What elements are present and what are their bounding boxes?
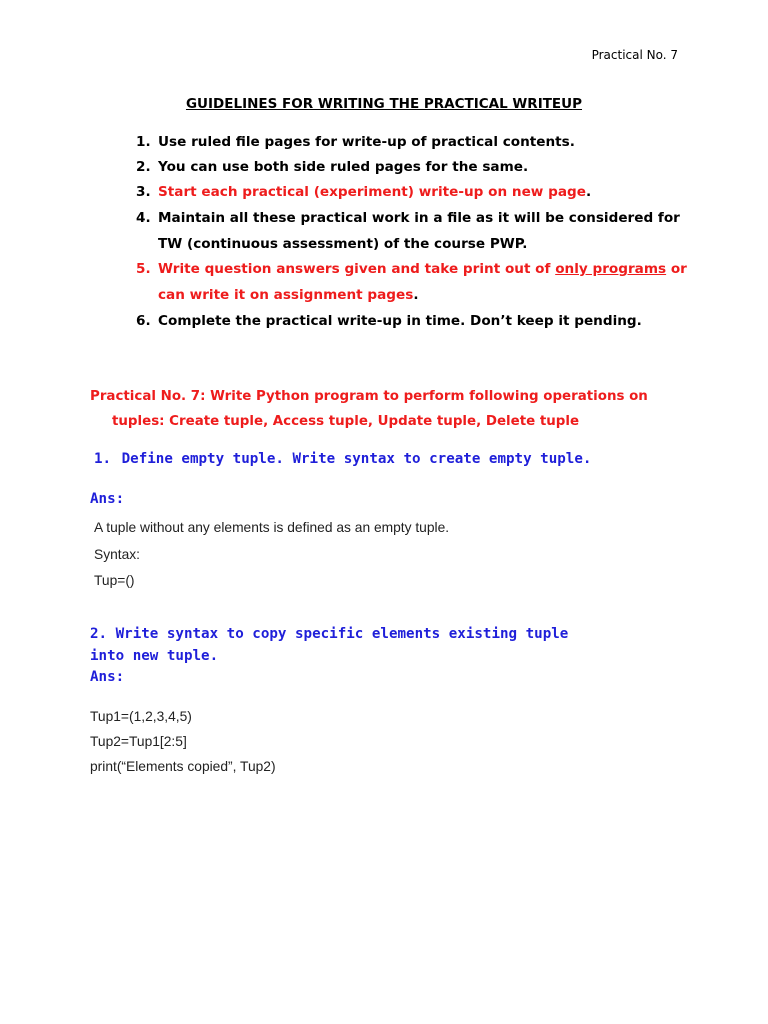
answer-label-1: Ans: bbox=[90, 491, 125, 507]
question-1 bbox=[94, 451, 591, 467]
guideline-item-1 bbox=[136, 134, 575, 150]
code-line-1: Tup1=(1,2,3,4,5) bbox=[90, 709, 192, 724]
guideline-number: 1. bbox=[136, 134, 151, 150]
guideline-item-4-continued bbox=[158, 236, 527, 252]
question-text: Define empty tuple. Write syntax to create empty tuple. bbox=[121, 451, 592, 467]
guideline-suffix: . bbox=[413, 287, 419, 303]
page-header-practical-number: Practical No. 7 bbox=[591, 48, 678, 62]
guideline-text: TW (continuous assessment) of the course PWP. bbox=[158, 236, 528, 252]
code-line-3: print(“Elements copied”, Tup2) bbox=[90, 759, 276, 774]
guideline-item-5 bbox=[136, 261, 687, 277]
guideline-text-underlined: only programs bbox=[555, 261, 667, 277]
guidelines-title-text: GUIDELINES FOR WRITING THE PRACTICAL WRITEUP bbox=[185, 96, 583, 112]
guideline-text-red: can write it on assignment pages bbox=[158, 287, 414, 303]
question-2-continued: into new tuple. bbox=[90, 648, 219, 664]
guideline-number: 3. bbox=[136, 184, 151, 200]
answer-1-line-2: Syntax: bbox=[94, 547, 141, 562]
guideline-item-3 bbox=[136, 184, 591, 200]
question-number: 1. bbox=[94, 451, 112, 467]
guideline-text-red: Start each practical (experiment) write-up on new page bbox=[158, 184, 586, 200]
question-2: 2. Write syntax to copy specific elements existing tuple bbox=[90, 626, 569, 642]
guideline-suffix: . bbox=[585, 184, 592, 200]
guideline-number: 4. bbox=[136, 210, 151, 226]
guideline-text: Use ruled file pages for write-up of practical contents. bbox=[158, 134, 575, 150]
guideline-text-red: Write question answers given and take print out of bbox=[158, 261, 556, 277]
guideline-item-4 bbox=[136, 210, 680, 226]
answer-label-2: Ans: bbox=[90, 669, 125, 685]
code-line-2: Tup2=Tup1[2:5] bbox=[90, 734, 187, 749]
guideline-text: You can use both side ruled pages for the same. bbox=[158, 159, 529, 175]
guideline-text: Maintain all these practical work in a file as it will be considered for bbox=[158, 210, 680, 226]
guideline-number: 2. bbox=[136, 159, 151, 175]
guideline-number: 5. bbox=[136, 261, 151, 277]
answer-1-line-1: A tuple without any elements is defined as an empty tuple. bbox=[94, 520, 450, 535]
guideline-text-red: or bbox=[666, 261, 687, 277]
guideline-item-5-continued bbox=[158, 287, 419, 303]
practical-heading-continued: tuples: Create tuple, Access tuple, Update tuple, Delete tuple bbox=[112, 414, 580, 429]
guidelines-title bbox=[0, 96, 768, 112]
guideline-item-6 bbox=[136, 313, 642, 329]
answer-1-line-3: Tup=() bbox=[94, 573, 135, 588]
guideline-text: Complete the practical write-up in time. Don’t keep it pending. bbox=[158, 313, 642, 329]
guideline-item-2 bbox=[136, 159, 528, 175]
practical-heading: Practical No. 7: Write Python program to perform following operations on bbox=[90, 389, 648, 404]
guideline-number: 6. bbox=[136, 313, 151, 329]
